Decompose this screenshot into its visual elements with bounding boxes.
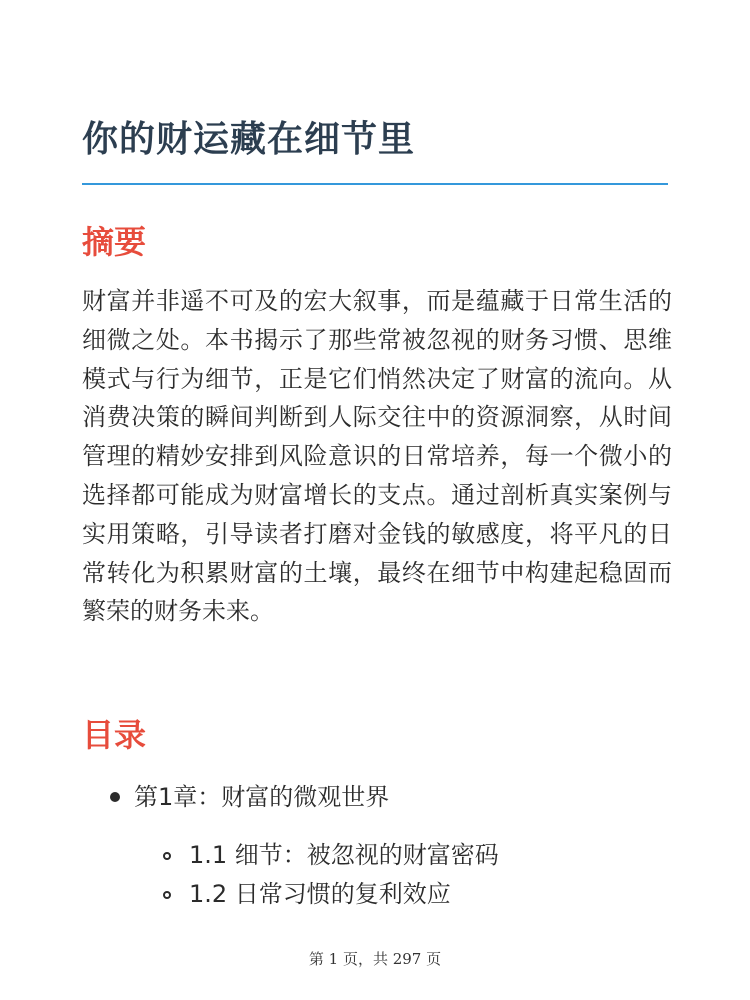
bullet-circle-icon xyxy=(163,891,171,899)
toc-section-1-2[interactable]: 1.2 日常习惯的复利效应 xyxy=(189,880,451,908)
toc-chapter-1[interactable]: 第1章：财富的微观世界 xyxy=(134,783,390,811)
toc-heading: 目录 xyxy=(82,716,147,754)
book-title: 你的财运藏在细节里 xyxy=(82,119,416,160)
bullet-circle-icon xyxy=(163,852,171,860)
title-divider xyxy=(82,183,668,185)
page-number-footer: 第 1 页，共 297 页 xyxy=(308,950,442,968)
abstract-body: 财富并非遥不可及的宏大叙事，而是蕴藏于日常生活的细微之处。本书揭示了那些常被忽视的财务习惯、思维模式与行为细节，正是它们悄然决定了财富的流向。从消费决策的瞬间判断到人际交往中的资源洞察，从时间管理的精妙安排到风险意识的日常培养，每一个微小的选择都可能成为财富增长的支点。通过剖析真实案例与实用策略，引导读者打磨对金钱的敏感度，将平凡的日常转化为积累财富的土壤，最终在细节中构建起稳固而繁荣的财务未来。 xyxy=(82,287,672,626)
abstract-heading: 摘要 xyxy=(82,223,147,261)
bullet-disc-icon xyxy=(110,792,120,802)
toc-section-1-1[interactable]: 1.1 细节：被忽视的财富密码 xyxy=(189,841,499,869)
